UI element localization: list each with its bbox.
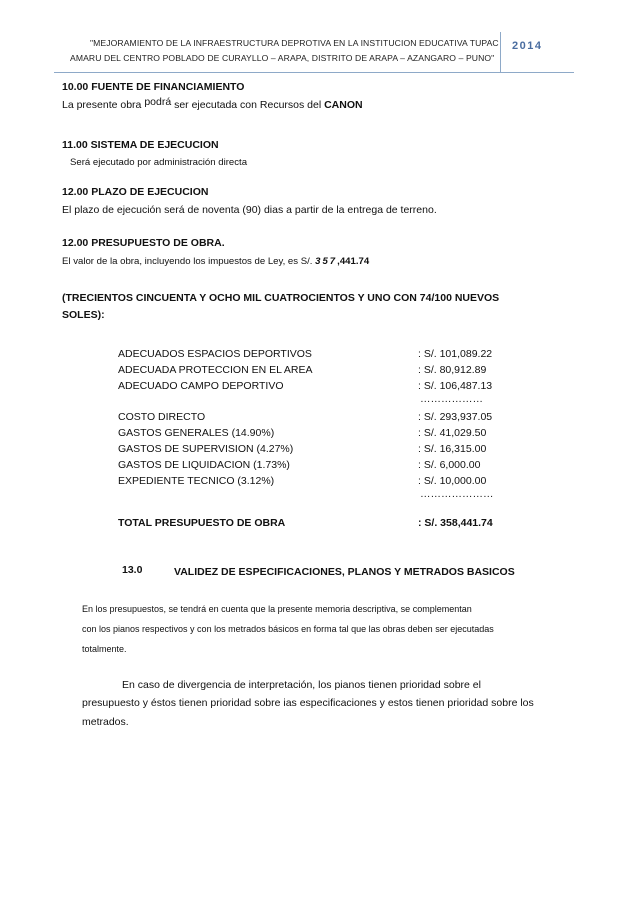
- budget-row-label: ADECUADO CAMPO DEPORTIVO: [118, 380, 284, 392]
- budget-total-dots: …………………: [420, 488, 494, 500]
- section-12-plazo-heading: 12.00 PLAZO DE EJECUCION: [62, 186, 209, 198]
- section-13-paragraph2-line1: En caso de divergencia de interpretación, los pianos tienen prioridad sobre el: [122, 679, 481, 691]
- header-title-line2: AMARU DEL CENTRO POBLADO DE CURAYLLO – ARAPA, DISTRITO DE ARAPA – AZANGARO – PUNO": [70, 53, 495, 63]
- section-10-heading: 10.00 FUENTE DE FINANCIAMIENTO: [62, 81, 245, 93]
- budget-row-value: : S/. 6,000.00: [418, 459, 481, 471]
- s12-text-part1: El valor de la obra, incluyendo los impuestos de Ley, es S/.: [62, 256, 316, 267]
- section-10-text: [62, 96, 363, 111]
- s10-text-canon: CANON: [324, 99, 363, 111]
- s12-text-amount-italic: 357: [315, 256, 338, 267]
- budget-row-label: COSTO DIRECTO: [118, 411, 206, 423]
- budget-row-value: : S/. 16,315.00: [418, 443, 487, 455]
- section-13-paragraph1-line1: En los presupuestos, se tendrá en cuenta que la presente memoria descriptiva, se complementan: [82, 604, 472, 614]
- budget-total-label: TOTAL PRESUPUESTO DE OBRA: [118, 517, 286, 529]
- s12-text-amount-rest: ,441.74: [337, 256, 370, 267]
- budget-row-label: EXPEDIENTE TECNICO (3.12%): [118, 475, 275, 487]
- section-13-heading: VALIDEZ DE ESPECIFICACIONES, PLANOS Y METRADOS BASICOS: [174, 566, 515, 578]
- header-title-line1: "MEJORAMIENTO DE LA INFRAESTRUCTURA DEPROTIVA EN LA INSTITUCION EDUCATIVA TUPAC: [90, 38, 499, 48]
- budget-row-value: : S/. 101,089.22: [418, 348, 493, 360]
- budget-total-value: : S/. 358,441.74: [418, 517, 493, 529]
- section-11-heading: 11.00 SISTEMA DE EJECUCION: [62, 139, 219, 151]
- budget-row-label: GASTOS DE LIQUIDACION (1.73%): [118, 459, 290, 471]
- section-13-number: 13.0: [122, 564, 143, 576]
- section-13-paragraph1-line3: totalmente.: [82, 644, 127, 654]
- budget-row-label: ADECUADOS ESPACIOS DEPORTIVOS: [118, 348, 312, 360]
- s10-text-part1: La presente obra: [62, 99, 145, 111]
- header-year: 2014: [512, 40, 543, 52]
- section-13-paragraph2-line2: presupuesto y éstos tienen prioridad sobre ias especificaciones y estos tienen prioridad sobre los: [82, 697, 534, 709]
- header-divider: [54, 72, 574, 73]
- s10-text-part3: ser ejecutada con Recursos del: [171, 99, 325, 111]
- budget-row-value: : S/. 106,487.13: [418, 380, 493, 392]
- budget-row-value: : S/. 293,937.05: [418, 411, 493, 423]
- amount-in-words-line2: SOLES):: [62, 309, 105, 321]
- section-12-presupuesto-heading: 12.00 PRESUPUESTO DE OBRA.: [62, 237, 225, 249]
- budget-row-label: GASTOS DE SUPERVISION (4.27%): [118, 443, 294, 455]
- budget-row-value: : S/. 10,000.00: [418, 475, 487, 487]
- budget-row-label: ADECUADA PROTECCION EN EL AREA: [118, 364, 313, 376]
- budget-row-value: : S/. 41,029.50: [418, 427, 487, 439]
- section-13-paragraph1-line2: con los pianos respectivos y con los metrados básicos en forma tal que las obras deben ser ejecutadas: [82, 624, 494, 634]
- s10-text-podra: podrá: [144, 96, 172, 108]
- section-12-plazo-text: El plazo de ejecución será de noventa (90) dias a partir de la entrega de terreno.: [62, 204, 437, 216]
- section-12-presupuesto-text: [62, 256, 369, 267]
- budget-row-value: : S/. 80,912.89: [418, 364, 487, 376]
- budget-subtotal-dots: ………………: [420, 393, 483, 405]
- section-13-paragraph2-line3: metrados.: [82, 716, 129, 728]
- document-header: [70, 32, 501, 72]
- section-11-text: Será ejecutado por administración directa: [70, 157, 248, 168]
- amount-in-words-line1: (TRECIENTOS CINCUENTA Y OCHO MIL CUATROCIENTOS Y UNO CON 74/100 NUEVOS: [62, 292, 500, 304]
- budget-row-label: GASTOS GENERALES (14.90%): [118, 427, 275, 439]
